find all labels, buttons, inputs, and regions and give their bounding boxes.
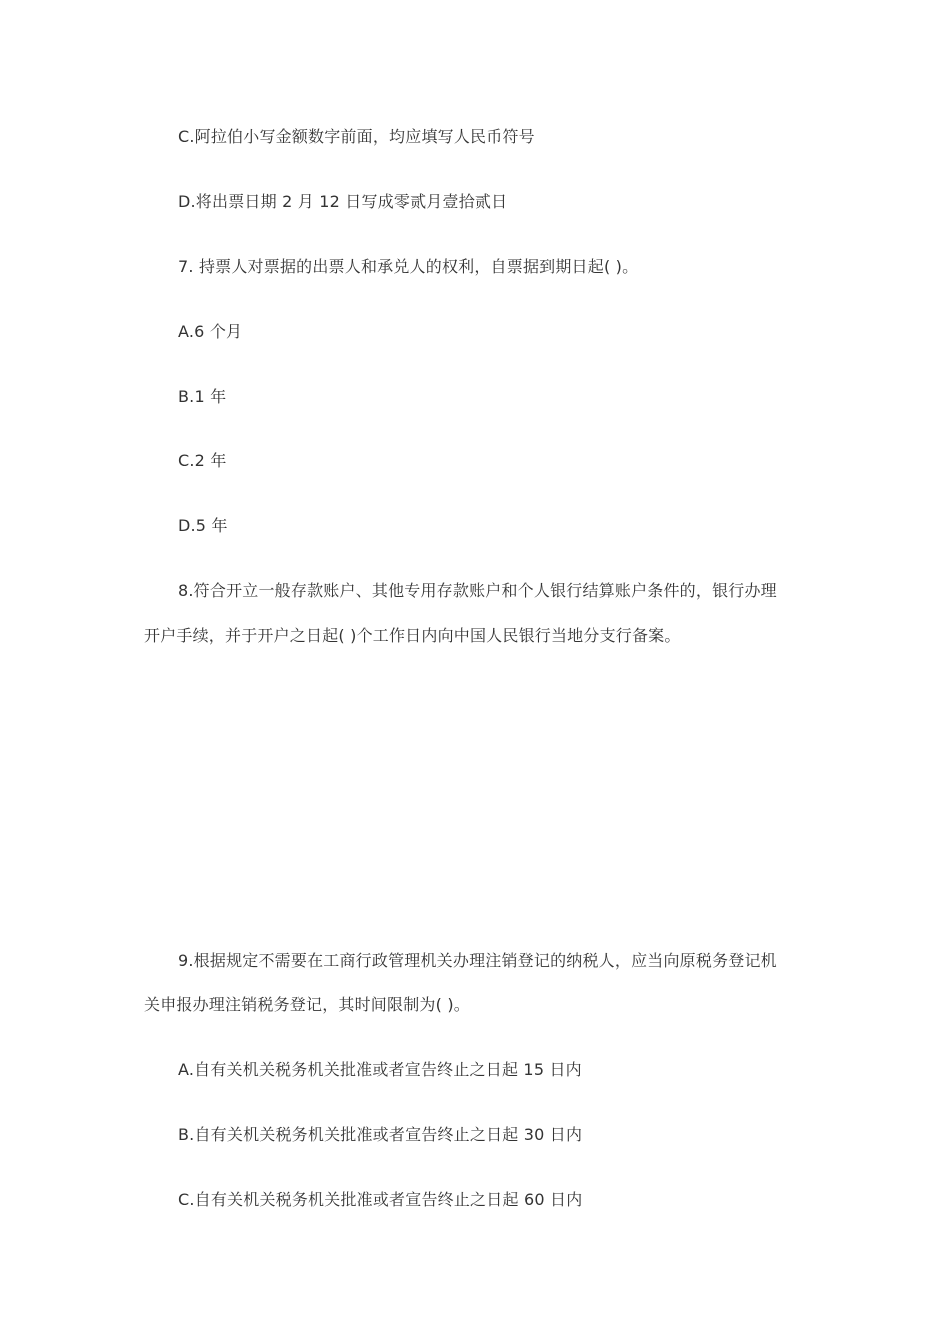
q9-question-line1: 9.根据规定不需要在工商行政管理机关办理注销登记的纳税人，应当向原税务登记机 [178,951,777,970]
q6-option-c: C.阿拉伯小写金额数字前面，均应填写人民币符号 [178,127,535,146]
q7-option-b: B.1 年 [178,387,227,406]
q8-question-line2: 开户手续，并于开户之日起( )个工作日内向中国人民银行当地分支行备案。 [144,626,681,645]
q9-option-b: B.自有关机关税务机关批准或者宣告终止之日起 30 日内 [178,1125,583,1144]
q9-question-line2: 关申报办理注销税务登记，其时间限制为( )。 [144,995,470,1014]
q7-option-d: D.5 年 [178,516,228,535]
q7-question: 7. 持票人对票据的出票人和承兑人的权利，自票据到期日起( )。 [178,257,639,276]
q8-question-line1: 8.符合开立一般存款账户、其他专用存款账户和个人银行结算账户条件的，银行办理 [178,581,777,600]
q6-option-d: D.将出票日期 2 月 12 日写成零贰月壹拾贰日 [178,192,508,211]
q9-option-c: C.自有关机关税务机关批准或者宣告终止之日起 60 日内 [178,1190,583,1209]
q7-option-a: A.6 个月 [178,322,243,341]
q9-option-a: A.自有关机关税务机关批准或者宣告终止之日起 15 日内 [178,1060,582,1079]
q7-option-c: C.2 年 [178,451,227,470]
